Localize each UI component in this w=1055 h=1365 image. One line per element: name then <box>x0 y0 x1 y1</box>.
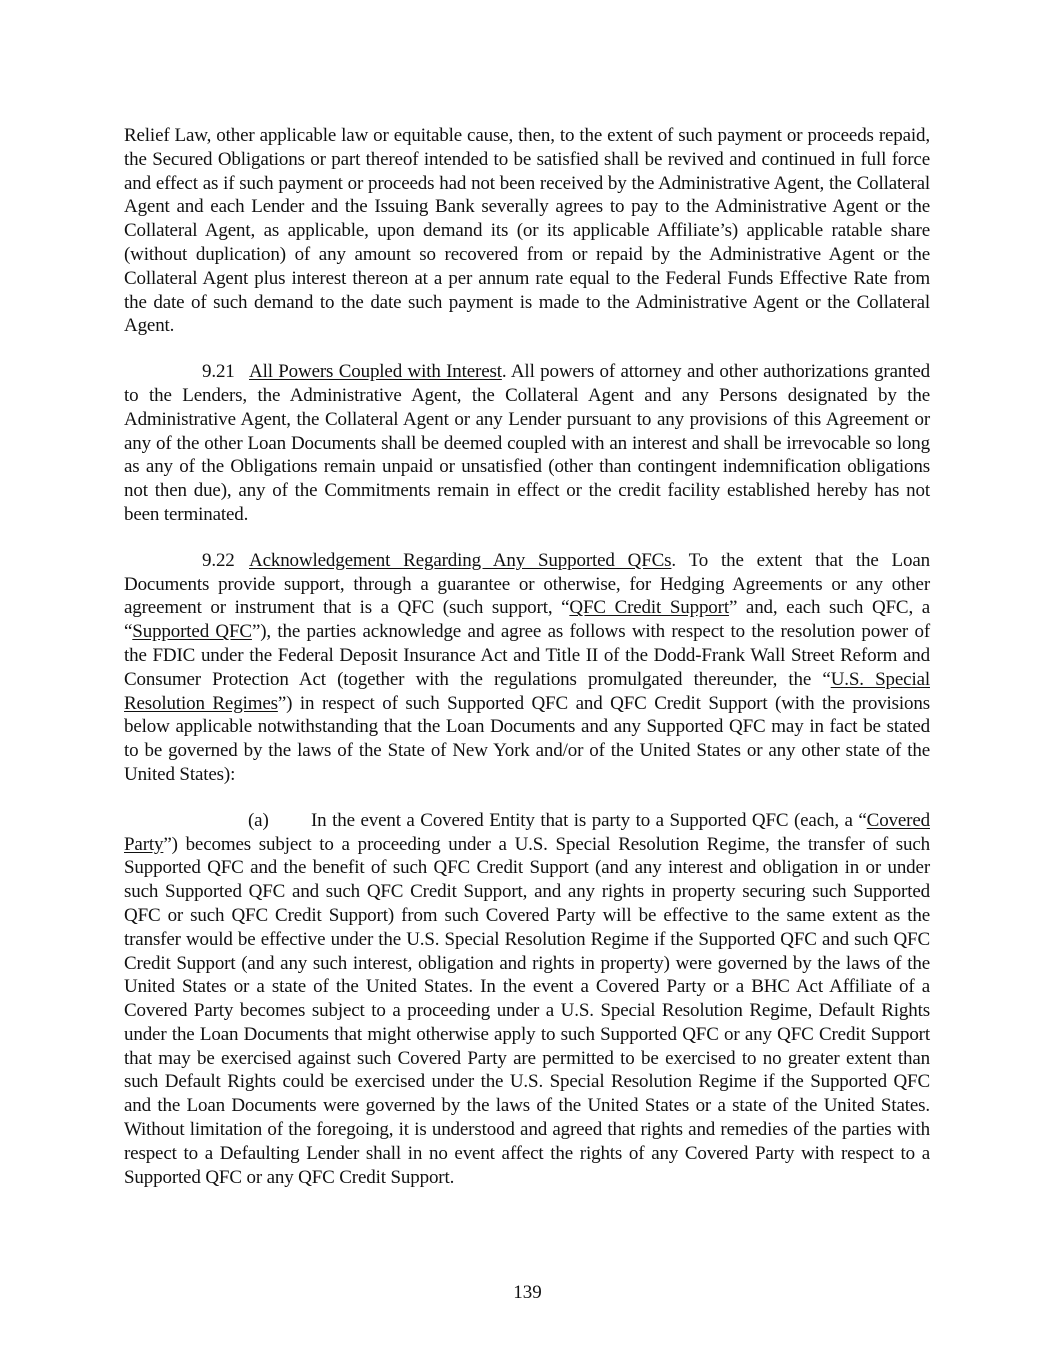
section-number: 9.22 <box>202 549 235 571</box>
paragraph-continuation: Relief Law, other applicable law or equitable cause, then, to the extent of such payment or proceeds repaid, the Secured Obligations or part thereof intended to be satisfied shall be revived and continued in full force and effect as if such payment or proceeds had not been received by the Administrative Agent, the Collateral Agent and each Lender and the Issuing Bank severally agrees to pay to the Administrative Agent or the Collateral Agent, as applicable, upon demand its (or its applicable Affiliate’s) applicable ratable share (without duplication) of any amount so recovered from or repaid by the Administrative Agent or the Collateral Agent plus interest thereon at a per annum rate equal to the Federal Funds Effective Rate from the date of such demand to the date such payment is made to the Administrative Agent or the Collateral Agent. <box>124 125 930 337</box>
section-text: . To the extent that the Loan Documents provide support, through a guarantee or otherwise, for Hedging Agreements or any other agreement or instrument that is a QFC (such support, “ <box>124 549 930 619</box>
defined-term: U.S. Special Resolution Regimes <box>124 668 930 714</box>
defined-term: QFC Credit Support <box>569 597 729 619</box>
section-body: All powers of attorney and other authorizations granted to the Lenders, the Administrative Agent, the Collateral Agent and any Persons designated by the Administrative Agent, the Collateral Agent or any Lender pursuant to any provisions of this Agreement or any of the other Loan Documents shall be deemed coupled with an interest and shall be irrevocable so long as any of the Obligations remain unpaid or unsatisfied (other than contingent indemnification obligations not then due), any of the Commitments remain in effect or the credit facility established hereby has not been terminated. <box>124 361 930 525</box>
section-text: ”), the parties acknowledge and agree as follows with respect to the resolution power of the FDIC under the Federal Deposit Insurance Act and Title II of the Dodd-Frank Wall Street Reform and Consumer Protection Act (together with the regulations promulgated thereunder, the “ <box>124 621 931 690</box>
subsection-label: (a) <box>248 809 269 831</box>
defined-term: Covered Party <box>124 809 930 855</box>
heading-period: . <box>501 361 507 383</box>
document-page <box>124 124 930 1189</box>
section-heading: All Powers Coupled with Interest <box>249 361 502 383</box>
defined-term: Supported QFC <box>132 621 252 643</box>
section-heading: Acknowledgement Regarding Any Supported QFCs <box>249 549 672 571</box>
section-text: ”) in respect of such Supported QFC and QFC Credit Support (with the provisions below applicable notwithstanding that the Loan Documents and any Supported QFC may in fact be stated to be governed by the laws of the State of New York and/or of the United States or any other state of the United States): <box>124 692 930 785</box>
page-number: 139 <box>513 1282 542 1303</box>
section-9-21 <box>124 360 930 527</box>
section-number: 9.21 <box>202 361 235 383</box>
section-text: ” and, each such QFC, a “ <box>124 597 931 643</box>
section-9-22 <box>124 549 930 787</box>
subsection-text: In the event a Covered Entity that is party to a Supported QFC (each, a “ <box>311 809 867 831</box>
subsection-a <box>124 809 930 1190</box>
subsection-text: ”) becomes subject to a proceeding under a U.S. Special Resolution Regime, the transfer of such Supported QFC and the benefit of such QFC Credit Support (and any interest and obligation in or under such Supported QFC and such QFC Credit Support, and any rights in property securing such Supported QFC or such QFC Credit Support) from such Covered Party will be effective to the same extent as the transfer would be effective under the U.S. Special Resolution Regime if the Supported QFC and such QFC Credit Support (and any such interest, obligation and rights in property) were governed by the laws of the United States or a state of the United States. In the event a Covered Party or a BHC Act Affiliate of a Covered Party becomes subject to a proceeding under a U.S. Special Resolution Regime, Default Rights under the Loan Documents that might otherwise apply to such Supported QFC or any QFC Credit Support that may be exercised against such Covered Party are permitted to be exercised to no greater extent than such Default Rights could be exercised under the U.S. Special Resolution Regime if the Supported QFC and the Loan Documents were governed by the laws of the United States or a state of the United States. Without limitation of the foregoing, it is understood and agreed that rights and remedies of the parties with respect to a Defaulting Lender shall in no event affect the rights of any Covered Party with respect to a Supported QFC or any QFC Credit Support. <box>124 833 930 1188</box>
